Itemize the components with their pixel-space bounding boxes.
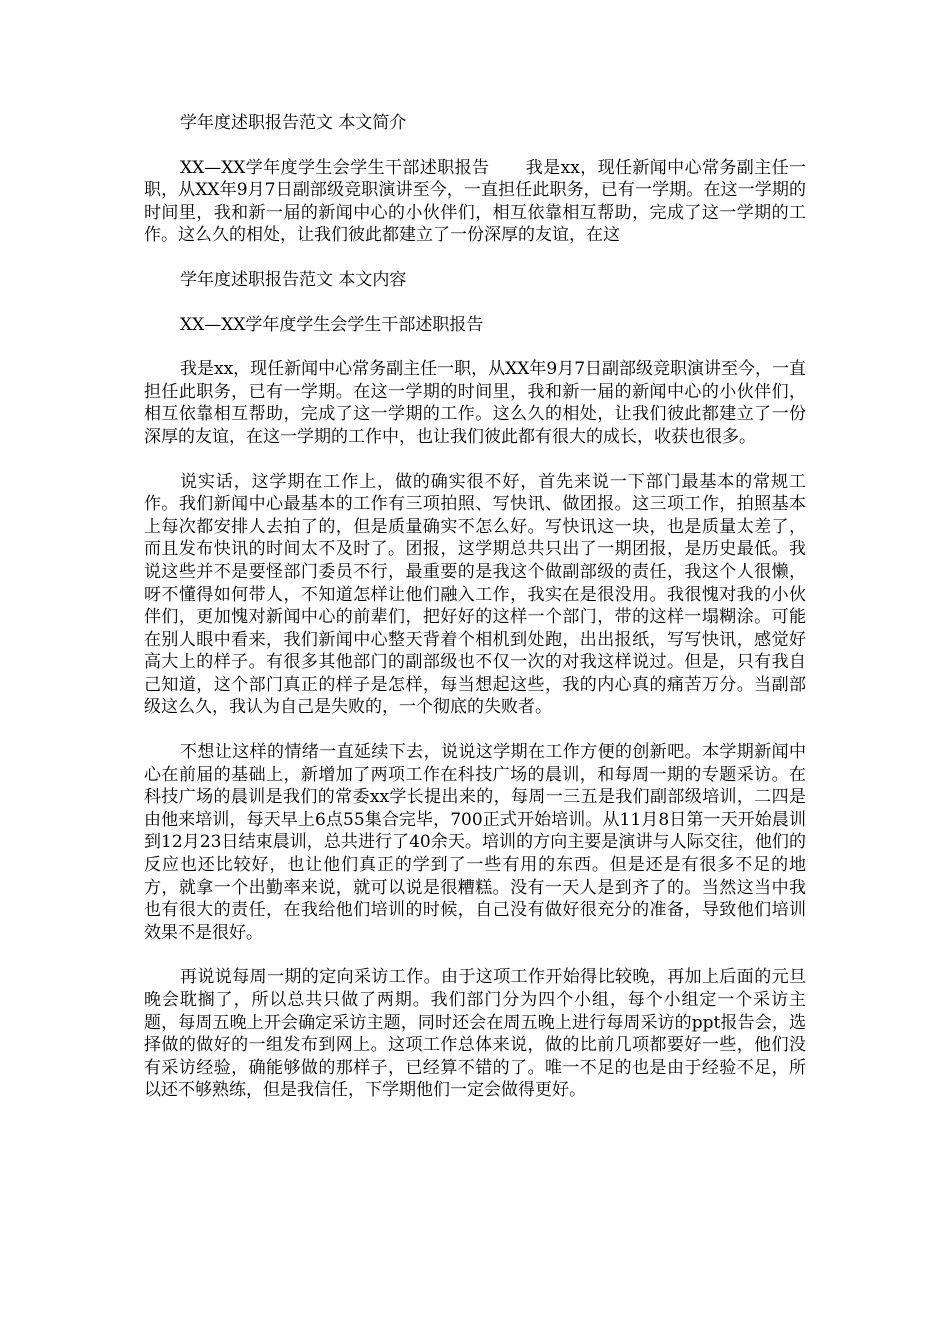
- intro-title: XX—XX学年度学生会学生干部述职报告: [180, 157, 490, 178]
- body-paragraph-3: 不想让这样的情绪一直延续下去，说说这学期在工作方便的创新吧。本学期新闻中心在前届的基础上，新增加了两项工作在科技广场的晨训，和每周一期的专题采访。在科技广场的晨训是我们的常委xx学长提出来的，每周一三五是我们副部级培训，二四是由他来培训，每天早上6点55集合完毕，700正式开始培训。从11月8日第一天开始晨训到12月23日结束晨训，总共进行了40余天。培训的方向主要是演讲与人际交往，他们的反应也还比较好，也让他们真正的学到了一些有用的东西。但是还是有很多不足的地方，就拿一个出勤率来说，就可以说是很糟糕。没有一天人是到齐了的。当然这当中我也有很大的责任，在我给他们培训的时候，自己没有做好很充分的准备，导致他们培训效果不是很好。: [144, 742, 806, 943]
- body-paragraph-4: 再说说每周一期的定向采访工作。由于这项工作开始得比较晚，再加上后面的元旦晚会耽搁了，所以总共只做了两期。我们部门分为四个小组，每个小组定一个采访主题，每周五晚上开会确定采访主题，同时还会在周五晚上进行每周采访的ppt报告会，选择做的做好的一组发布到网上。这项工作总体来说，做的比前几项都要好一些，他们没有采访经验，确能够做的那样子，已经算不错的了。唯一不足的也是由于经验不足，所以还不够熟练，但是我信任，下学期他们一定会做得更好。: [144, 967, 806, 1101]
- content-heading: 学年度述职报告范文 本文内容: [180, 269, 407, 290]
- content-title: XX—XX学年度学生会学生干部述职报告: [180, 314, 484, 335]
- intro-text: 我是xx，现任新闻中心常务副主任一职，从XX年9月7日副部级竞职演讲至今，一直担任此职务，已有一学期。在这一学期的时间里，我和新一届的新闻中心的小伙伴们，相互依靠相互帮助，完成了这一学期的工作。这么久的相处，让我们彼此都建立了一份深厚的友谊，在这: [144, 157, 806, 246]
- intro-paragraph: [144, 157, 806, 247]
- intro-heading: 学年度述职报告范文 本文简介: [180, 113, 407, 133]
- body-paragraph-1: 我是xx，现任新闻中心常务副主任一职，从XX年9月7日副部级竞职演讲至今，一直担任此职务，已有一学期。在这一学期的时间里，我和新一届的新闻中心的小伙伴们，相互依靠相互帮助，完成了这一学期的工作。这么久的相处，让我们彼此都建立了一份深厚的友谊，在这一学期的工作中，也让我们彼此都有很大的成长，收获也很多。: [144, 359, 807, 447]
- body-paragraph-2: 说实话，这学期在工作上，做的确实很不好，首先来说一下部门最基本的常规工作。我们新闻中心最基本的工作有三项拍照、写快讯、做团报。这三项工作，拍照基本上每次都安排人去拍了的，但是质量确实不怎么好。写快讯这一块，也是质量太差了，而且发布快讯的时间太不及时了。团报，这学期总共只出了一期团报，是历史最低。我说这些并不是要怪部门委员不行，最重要的是我这个做副部级的责任，我这个人很懒，呀不懂得如何带人，不知道怎样让他们融入工作，我实在是很没用。我很愧对我的小伙伴们，更加愧对新闻中心的前辈们，把好好的这样一个部门，带的这样一塌糊涂。可能在别人眼中看来，我们新闻中心整天背着个相机到处跑，出出报纸，写写快讯，感觉好高大上的样子。有很多其他部门的副部级也不仅一次的对我这样说过。但是，只有我自己知道，这个部门真正的样子是怎样，每当想起这些，我的内心真的痛苦万分。当副部级这么久，我认为自己是失败的，一个彻底的失败者。: [144, 471, 806, 718]
- document-body: [144, 112, 806, 1124]
